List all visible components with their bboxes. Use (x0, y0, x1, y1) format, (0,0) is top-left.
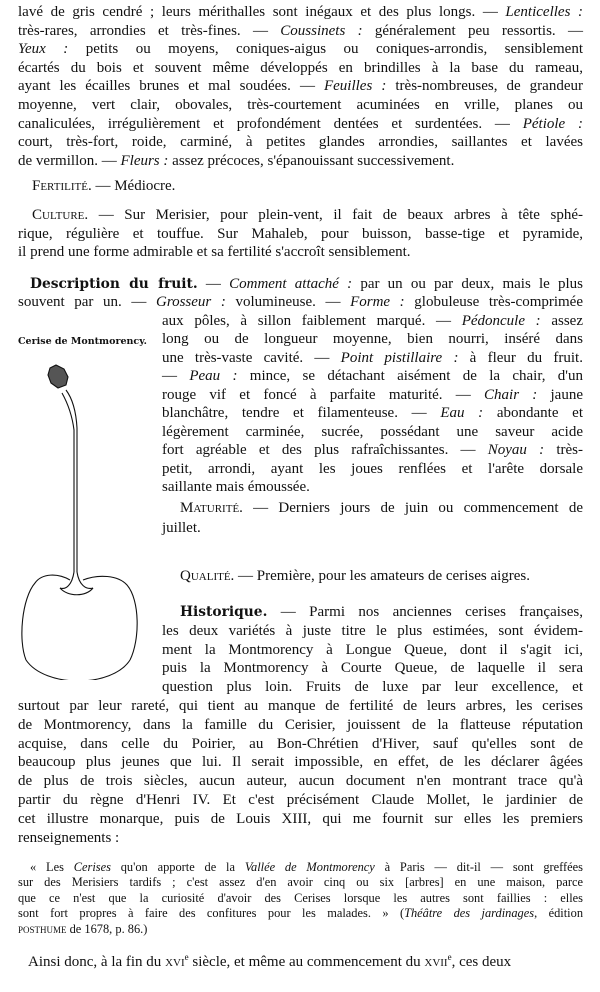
text-segment: puis la Montmorency à Courte Queue, de laquelle il sera (162, 660, 583, 677)
text-segment: sur des Merisiers tardifs ; c'est assez d'en avoir cinq ou six [arbres] en une maison, parce (18, 875, 583, 889)
italic-term: Forme : (350, 294, 405, 311)
text-segment: question plus loin. Fruits de luxe par leur excellence, et (162, 679, 583, 696)
text-segment: — (197, 276, 230, 292)
text-segment: canaliculées, irrégulièrement et profondément dentées et surdentées. — (18, 115, 523, 132)
text-segment: de 1678, p. 86.) (66, 921, 148, 936)
small-caps-term: xvii (424, 954, 448, 970)
text-line (162, 659, 583, 677)
text-segment: globuleuse très-comprimée (404, 294, 584, 311)
text-segment: siècle, et même au commencement du (188, 954, 425, 970)
small-caps-term: Maturité. (180, 500, 243, 516)
text-line (18, 77, 583, 95)
text-segment: court, très-fort, roide, carminé, à petites glandes arrondies, saillantes et lavées (18, 134, 583, 151)
text-line (162, 367, 583, 385)
text-segment: les deux variétés à juste titre le plus estimées, sont évidem- (162, 622, 583, 639)
text-segment: e (184, 952, 189, 962)
text-line (162, 441, 583, 459)
text-line (18, 753, 583, 771)
text-segment: acquise, dans celle du Poirier, au Bon-Chrétien d'Hiver, sauf qu'elles sont de (18, 735, 583, 752)
text-segment: Ainsi donc, à la fin du (28, 954, 166, 970)
text-segment: de Montmorency, dans la famille du Cerisier, jouissent de la flatteuse réputation (18, 716, 583, 733)
text-line (18, 716, 583, 734)
text-segment: « Les (30, 859, 74, 874)
text-line (162, 386, 583, 404)
text-segment: sont fort propres à faire des confitures pour les malades. » ( (18, 906, 405, 920)
text-line (162, 404, 583, 422)
text-segment: juillet. (162, 519, 201, 536)
figure-caption: Cerise de Montmorency. (18, 336, 147, 347)
text-segment: mince, se détachant aisément de la chair, d'un (237, 368, 583, 385)
text-segment: écartés du bois et souvent même développés en brindilles à la base du rameau, (18, 59, 583, 76)
section-heading: Description du fruit. (30, 276, 198, 292)
text-line (18, 922, 583, 937)
text-line (162, 478, 583, 496)
text-line (162, 519, 583, 537)
text-line (18, 810, 583, 828)
text-segment: généralement peu ressortis. — (362, 22, 583, 39)
text-line (162, 641, 583, 659)
text-line (162, 678, 583, 696)
cherry-illustration-icon (0, 350, 160, 680)
text-segment: aux pôles, à sillon faiblement marqué. — (162, 312, 462, 329)
text-segment: ayant les écailles brunes et mal soudées. — (18, 78, 324, 95)
italic-term: Cerises (73, 859, 111, 874)
italic-term: Eau : (440, 405, 484, 422)
italic-term: Yeux : (18, 41, 69, 58)
small-caps-term: posthume (18, 921, 67, 936)
italic-term: Noyau : (487, 442, 545, 459)
text-segment: — Première, pour les amateurs de cerises aigres. (234, 568, 531, 584)
text-line (18, 115, 583, 133)
text-line (162, 330, 583, 348)
text-segment: partir du règne d'Henri IV. Et c'est précisément Claude Mollet, le jardinier de (18, 792, 583, 808)
text-line (162, 349, 583, 367)
text-segment: lavé de gris cendré ; leurs mérithalles sont inégaux et des plus longs. — (18, 4, 506, 20)
text-line (18, 40, 583, 58)
italic-term: Vallée de Montmorency (244, 859, 375, 874)
italic-term: Chair : (484, 386, 538, 403)
text-line (32, 206, 583, 224)
italic-term: Feuilles : (323, 78, 387, 95)
text-segment: très-rares, arrondies et très-fines. — (18, 22, 281, 39)
text-segment: assez précoces, s'épanouissant successivement. (168, 152, 455, 169)
text-line (30, 860, 583, 875)
text-line (18, 735, 583, 753)
text-segment: de vermillon. — (18, 152, 121, 169)
italic-term: Théâtre des jardinages (404, 906, 535, 920)
small-caps-term: Fertilité. (32, 178, 92, 194)
italic-term: Pétiole : (522, 115, 583, 132)
text-segment: moyenne, vert clair, obovales, très-courtement acuminées en vrille, planes ou (18, 97, 583, 113)
text-segment: à fleur du fruit. (458, 349, 583, 366)
text-line (18, 22, 583, 40)
small-caps-term: Qualité. (180, 568, 235, 584)
text-segment: blanchâtre, tendre et filamenteuse. — (162, 405, 441, 422)
text-segment: rouge vif et foncé à parfaite maturité. — (162, 386, 485, 403)
text-line (18, 152, 583, 170)
text-segment: long ou de longueur moyenne, bien nourri, inséré dans (162, 331, 583, 348)
text-line (18, 96, 583, 114)
text-line (180, 567, 583, 585)
text-segment: beaucoup plus jeunes que lui. Il serait impossible, en effet, de les déclarer âgées (18, 754, 583, 771)
text-segment: petit, arrondi, ayant les joues renflées et l'arête dorsale (162, 460, 583, 477)
text-line (180, 499, 583, 517)
text-line (18, 59, 583, 77)
text-segment: — (162, 368, 190, 385)
italic-term: Comment attaché : (229, 276, 353, 292)
text-line (162, 460, 583, 478)
text-line (18, 791, 583, 809)
text-segment: abondante et (483, 405, 583, 422)
text-line (18, 875, 583, 890)
text-line (18, 829, 583, 847)
text-segment: légèrement carminée, sucrée, possédant une saveur acide (162, 423, 583, 440)
italic-term: Peau : (189, 368, 238, 385)
text-segment: petits ou moyens, coniques-aigus ou coniques-arrondis, sensiblement (68, 41, 583, 58)
text-segment: , ces deux (451, 954, 512, 970)
text-line (18, 225, 583, 243)
text-segment: ment la Montmorency à Longue Queue, dont il s'agit ici, (162, 641, 583, 658)
text-line (18, 697, 583, 715)
text-segment: par un ou par deux, mais le plus (352, 276, 583, 292)
text-segment: — Sur Merisier, pour plein-vent, il fait de beaux arbres à tête sphé- (88, 207, 583, 223)
text-line (30, 275, 583, 293)
text-segment: saillante mais émoussée. (162, 478, 310, 495)
text-segment: que ce n'est que la curiosité d'avoir des Cerises lorsque les autres sont faillies : elles (18, 890, 583, 905)
italic-term: Fleurs : (120, 152, 169, 169)
text-line (18, 891, 583, 906)
text-segment: — Médiocre. (91, 178, 176, 194)
text-line (18, 293, 583, 311)
italic-term: Grosseur : (155, 294, 226, 311)
text-line (18, 772, 583, 790)
text-segment: renseignements : (18, 829, 120, 846)
text-segment: très-nombreuses, de grandeur (386, 78, 583, 95)
text-segment: très- (544, 442, 583, 459)
text-segment: jaune (537, 386, 584, 403)
text-segment: surtout par leur rareté, qui tient au manque de fertilité de leurs arbres, les cerises (18, 698, 583, 714)
text-segment: une très-vaste cavité. — (162, 349, 341, 366)
text-line (28, 953, 583, 971)
text-segment: rique, régulière et touffue. Sur Mahaleb, pour buisson, basse-tige et pyramide, (18, 225, 583, 242)
text-line (18, 243, 583, 261)
text-line (162, 423, 583, 441)
small-caps-term: Culture. (32, 207, 89, 223)
text-line (162, 312, 583, 330)
text-segment: fort agréable et des plus rafraîchissantes. — (162, 442, 488, 459)
text-segment: souvent par un. — (18, 294, 156, 311)
text-line (162, 622, 583, 640)
text-segment: de plus de trois siècles, aucun auteur, aucun document n'en montrant trace qu'à (18, 773, 583, 790)
text-segment: — Parmi nos anciennes cerises françaises, (267, 604, 583, 620)
text-segment: il prend une forme admirable et sa fertilité s'accroît sensiblement. (18, 244, 411, 261)
section-heading: Historique. (180, 604, 268, 620)
text-segment: qu'on apporte de la (110, 859, 245, 874)
text-segment: cet illustre monarque, puis de Louis XIII, qui me fournit sur elles les premiers (18, 810, 583, 827)
text-line (180, 603, 583, 621)
italic-term: Coussinets : (280, 22, 363, 39)
small-caps-term: xvi (165, 954, 185, 970)
text-line (18, 906, 583, 921)
text-segment: volumineuse. — (225, 294, 351, 311)
text-segment: assez (540, 312, 583, 329)
text-line (32, 177, 583, 195)
text-segment: à Paris — dit-il — sont greffées (374, 859, 584, 874)
text-segment: — Derniers jours de juin ou commencement de (242, 500, 583, 516)
italic-term: Pédoncule : (461, 312, 541, 329)
text-segment: e (447, 952, 452, 962)
text-line (18, 133, 583, 151)
italic-term: Lenticelles : (505, 4, 583, 20)
text-line (18, 3, 583, 21)
italic-term: Point pistillaire : (340, 349, 459, 366)
text-segment: , édition (534, 906, 584, 920)
